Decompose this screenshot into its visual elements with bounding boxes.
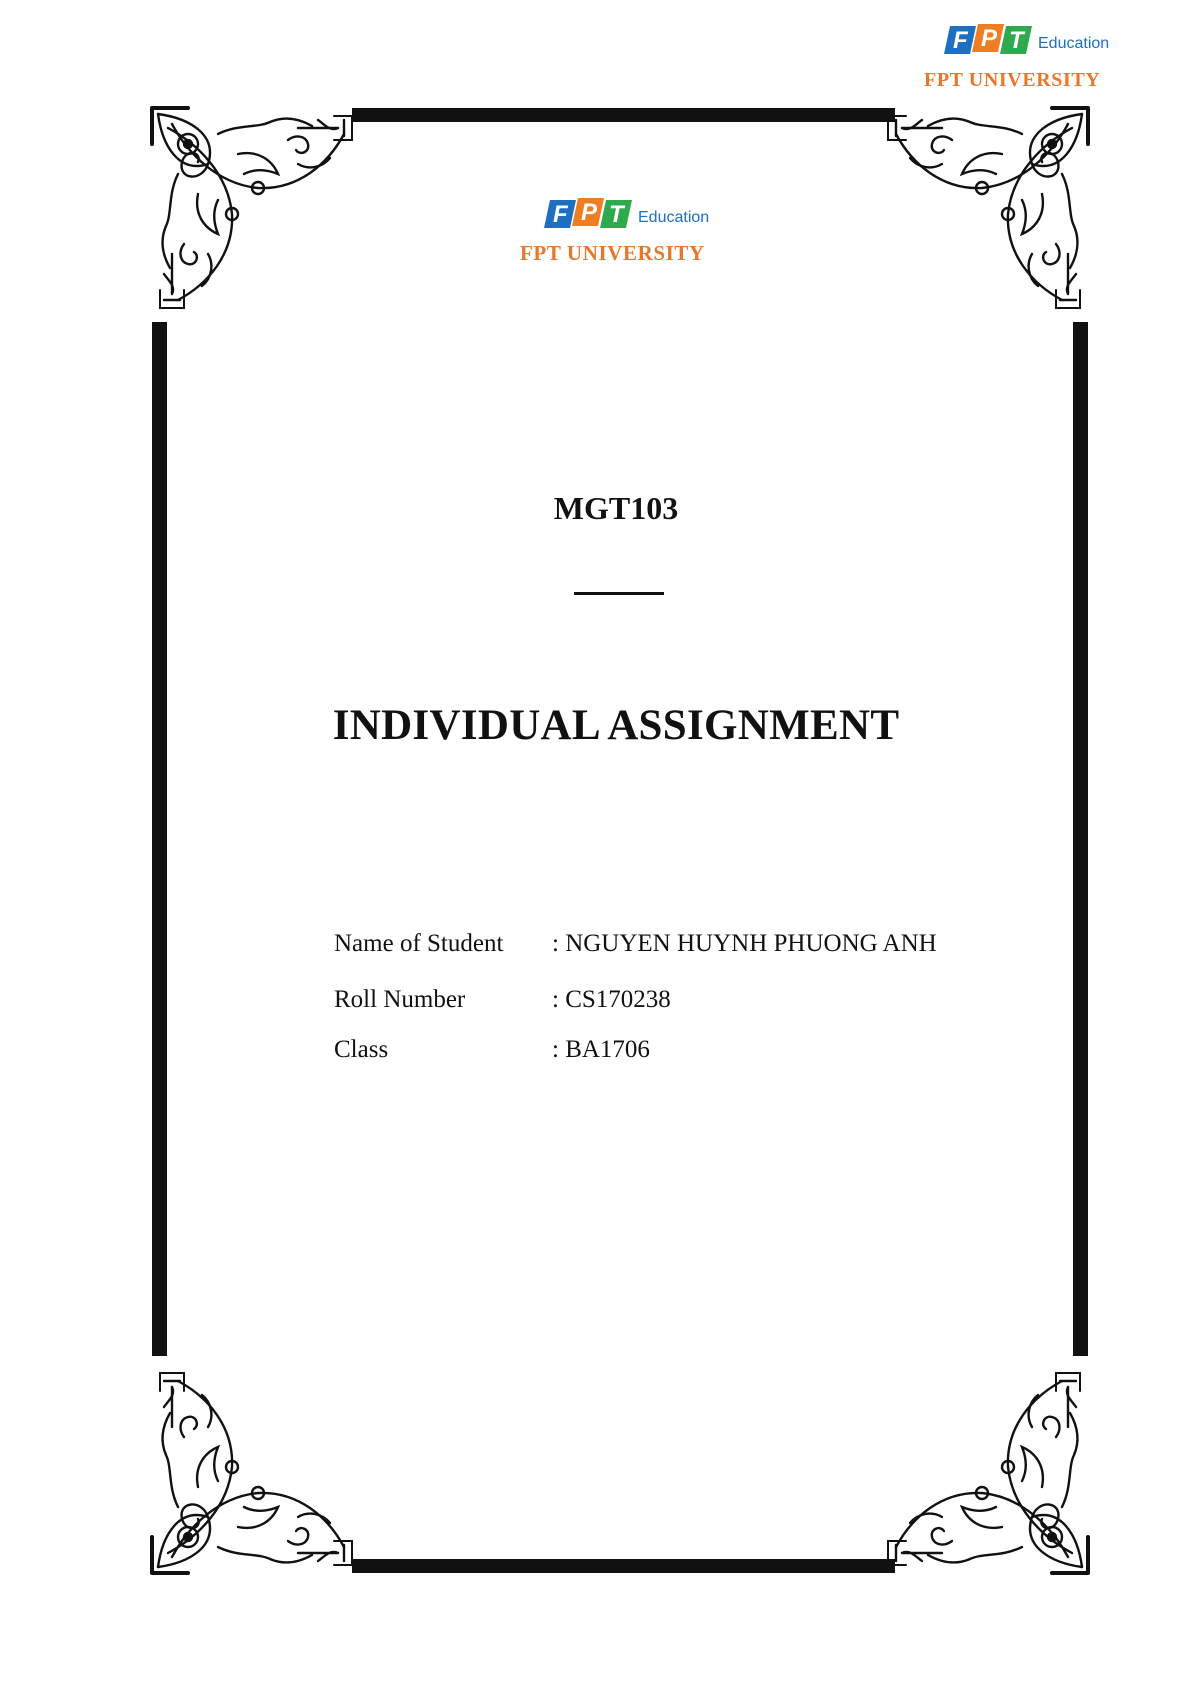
title-divider (574, 592, 664, 595)
class-value: : BA1706 (552, 1036, 650, 1063)
frame-corner-top-left (152, 108, 352, 308)
course-code: MGT103 (553, 490, 679, 526)
student-name-label: Name of Student (334, 930, 504, 957)
svg-text:T: T (609, 201, 624, 228)
logo-education-text: Education (638, 209, 710, 226)
roll-number-label: Roll Number (334, 986, 466, 1013)
class-label: Class (334, 1036, 389, 1063)
frame-bar-top (352, 108, 895, 122)
assignment-title: INDIVIDUAL ASSIGNMENT (332, 702, 900, 749)
logo-university-text: FPT UNIVERSITY (520, 241, 705, 265)
logo-education-text: Education (1038, 35, 1110, 52)
fpt-logo-blocks (544, 198, 632, 228)
frame-corner-top-right (888, 108, 1088, 308)
frame-bar-right (1073, 322, 1088, 1356)
svg-text:P: P (981, 25, 998, 52)
roll-number-value: : CS170238 (552, 986, 671, 1013)
frame-bar-bottom (352, 1559, 895, 1573)
frame-corner-bottom-left (152, 1373, 352, 1573)
svg-text:F: F (953, 27, 968, 54)
svg-text:F: F (553, 201, 568, 228)
frame-corner-bottom-right (888, 1373, 1088, 1573)
student-name-value: : NGUYEN HUYNH PHUONG ANH (552, 930, 937, 957)
svg-text:P: P (581, 199, 598, 226)
fpt-education-logo-main (518, 196, 718, 276)
logo-university-text: FPT UNIVERSITY (924, 69, 1101, 91)
svg-text:T: T (1009, 27, 1024, 54)
frame-bar-left (152, 322, 167, 1356)
